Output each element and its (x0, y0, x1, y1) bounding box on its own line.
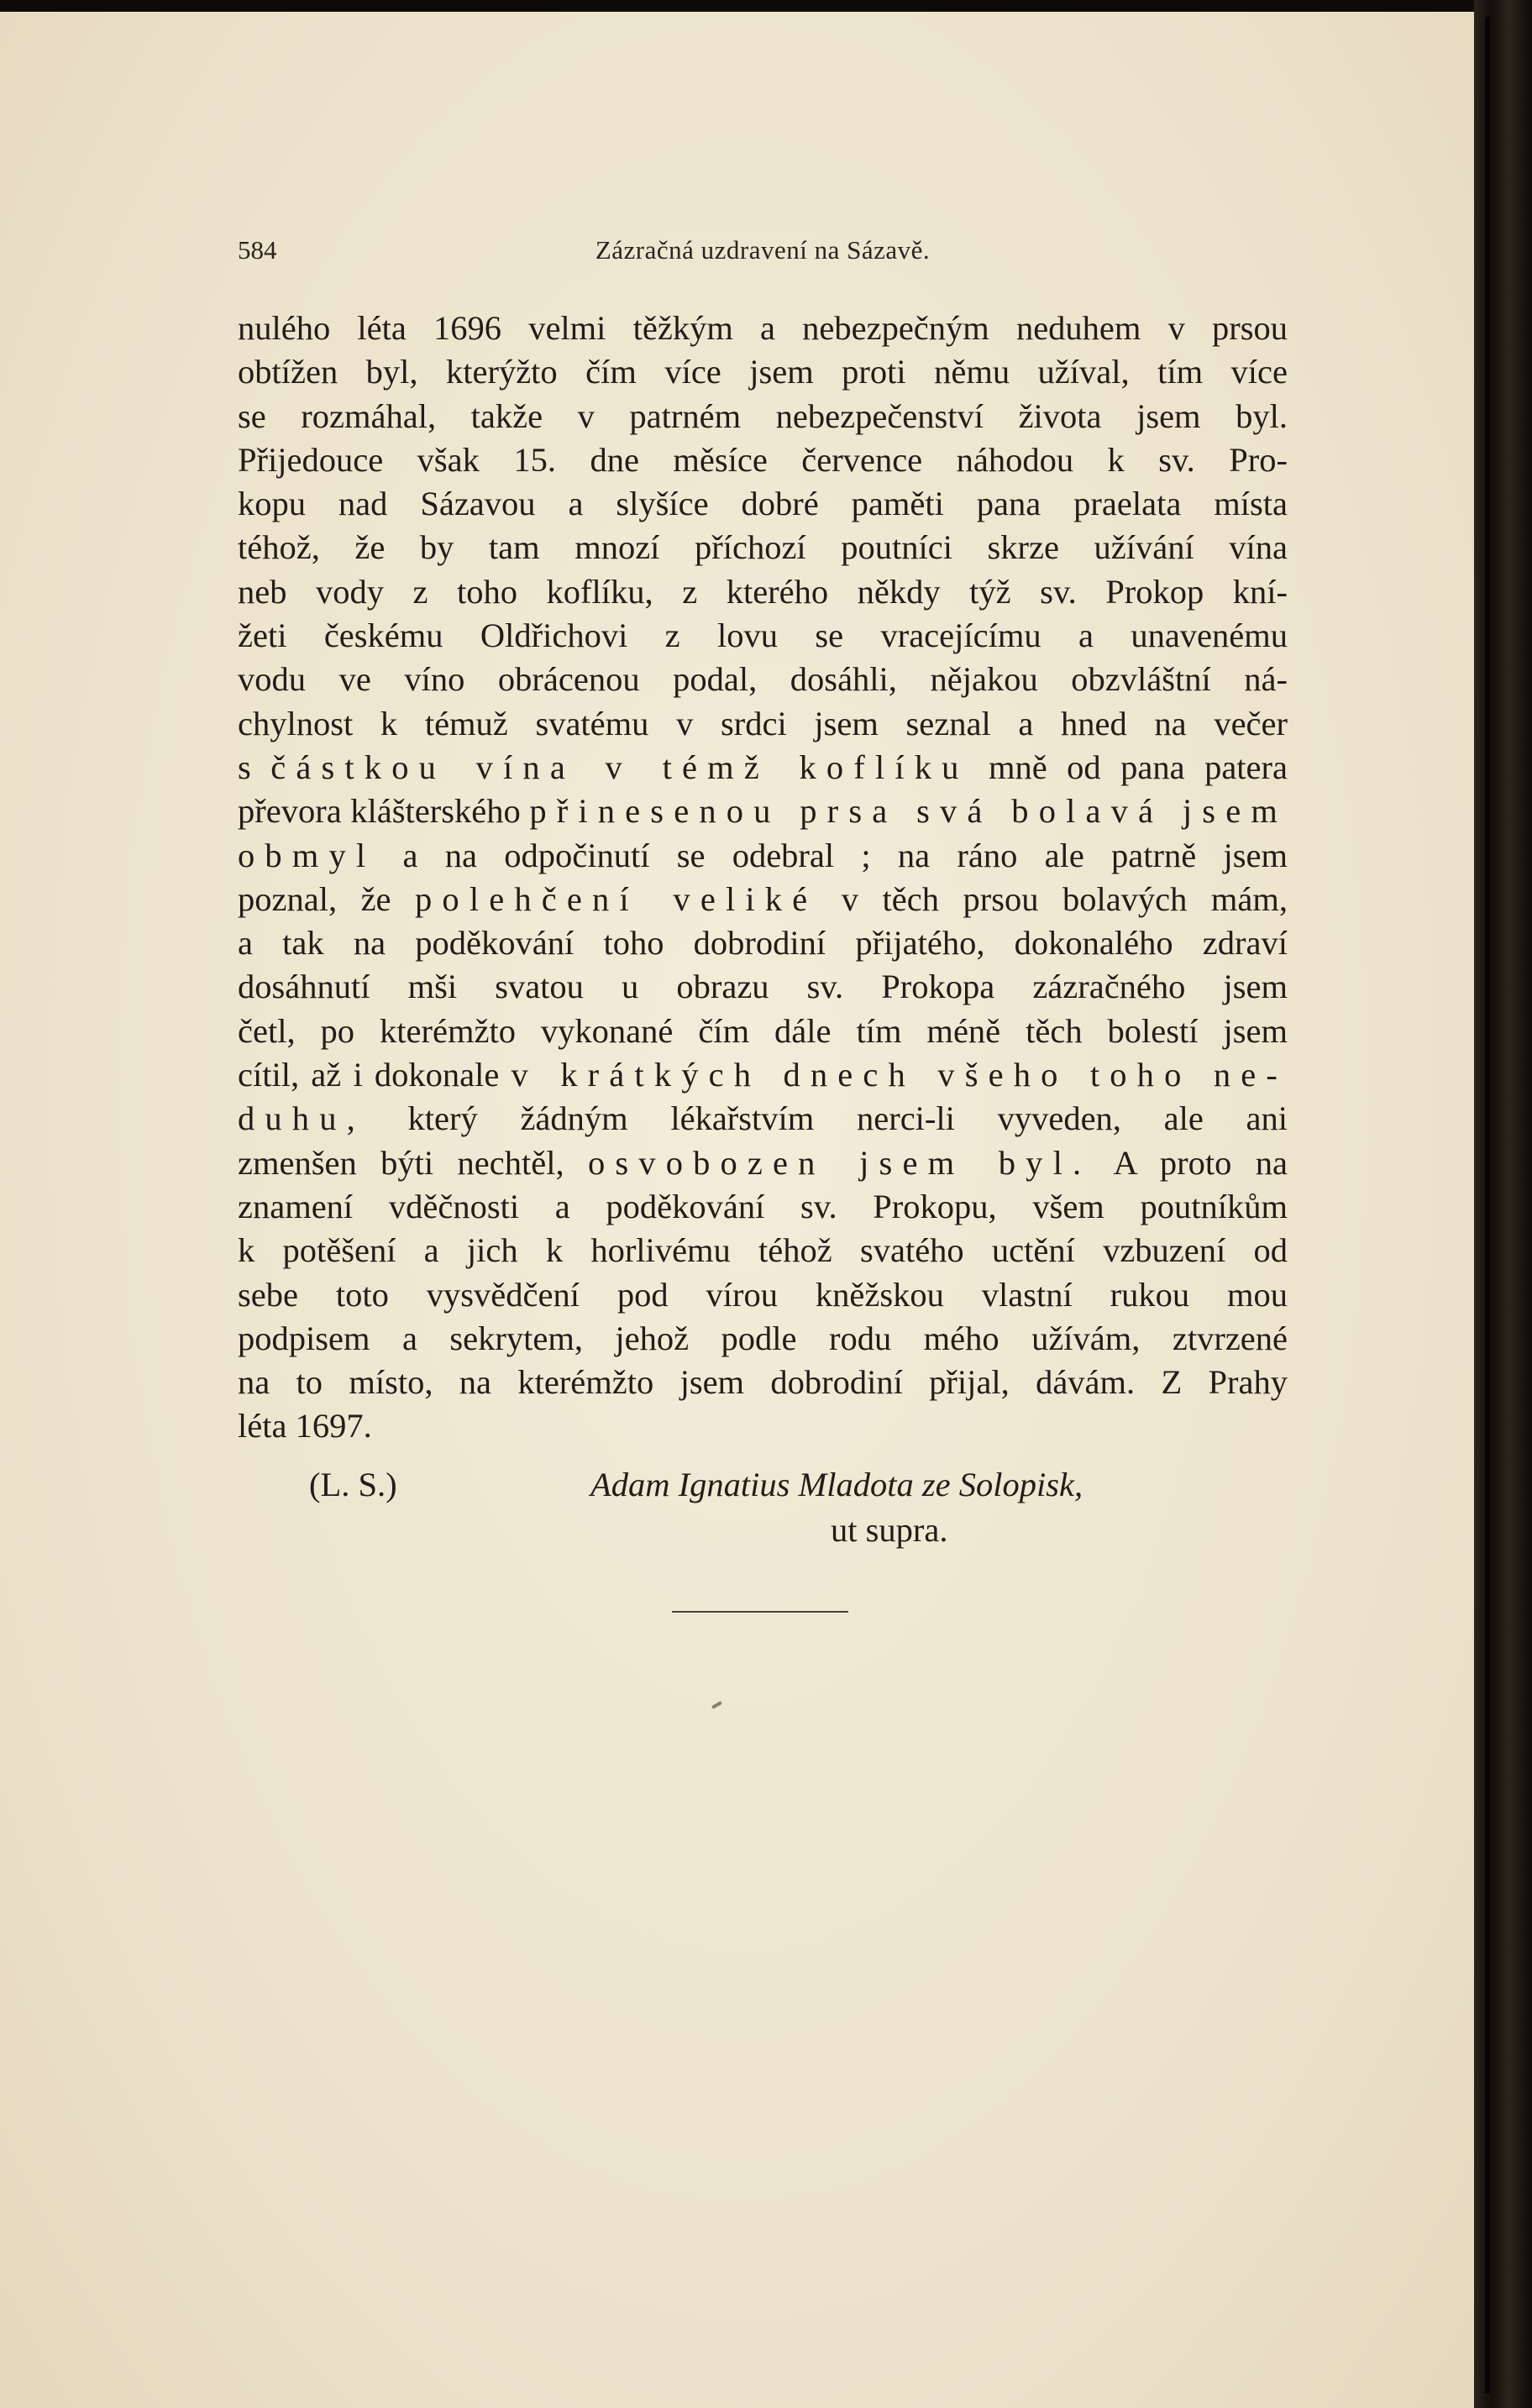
emphasized-text: přinesenou prsa svá bolavá jsem (529, 792, 1288, 831)
text-run: převora klášterského (238, 792, 530, 831)
text-line: chylnost k témuž svatému v srdci jsem seznal a hned na večer (238, 704, 1288, 742)
text-line: žeti českému Oldřichovi z lovu se vracejícímu a unavenému (238, 616, 1288, 655)
body-text (238, 307, 1288, 1449)
text-run: poznal, že (238, 879, 416, 918)
text-line: Přijedouce však 15. dne měsíce července náhodou k sv. Pro- (238, 440, 1288, 479)
text-run: který žádným lékařstvím nerci-li vyveden, ale ani (365, 1099, 1288, 1138)
text-run: s (238, 748, 271, 786)
emphasized-text: obmyl (238, 836, 376, 874)
text-line: nulého léta 1696 velmi těžkým a nebezpečným neduhem v prsou (238, 309, 1288, 347)
section-rule (672, 1611, 848, 1613)
signer-name: Adam Ignatius Mladota ze Solopisk, (590, 1466, 1083, 1503)
text-line (238, 1141, 1288, 1185)
emphasized-text: osvobozen jsem byl. (588, 1143, 1092, 1182)
text-line: obtížen byl, kterýžto čím více jsem proti němu užíval, tím více (238, 353, 1288, 391)
signature-block (238, 1463, 1288, 1564)
text-line: četl, po kterémžto vykonané čím dále tím méně těch bolestí jsem (238, 1011, 1288, 1050)
running-head: Zázračná uzdravení na Sázavě. (595, 235, 931, 265)
text-run: zmenšen býti nechtěl, (238, 1143, 588, 1182)
binding-shadow (1485, 17, 1490, 2394)
text-line: téhož, že by tam mnozí příchozí poutníci skrze užívání vína (238, 528, 1288, 567)
text-line (238, 834, 1288, 878)
emphasized-text: částkou vína v témž koflíku (270, 748, 969, 786)
text-line (238, 790, 1288, 833)
page-header (238, 235, 1288, 269)
emphasized-text: duhu, (238, 1099, 365, 1138)
text-line: sebe toto vysvědčení pod vírou kněžskou vlastní rukou mou (238, 1275, 1288, 1314)
page-number: 584 (238, 235, 277, 265)
text-line: neb vody z toho koflíku, z kterého někdy týž sv. Prokop kní- (238, 572, 1288, 611)
text-run: mně od pana patera (968, 748, 1288, 786)
emphasized-text: v krátkých dnech všeho toho ne- (511, 1056, 1288, 1094)
emphasized-text: polehčení veliké (415, 879, 818, 918)
text-line (238, 878, 1288, 921)
text-line: na to místo, na kterémžto jsem dobrodiní přijal, dávám. Z Prahy (238, 1363, 1288, 1402)
text-line: k potěšení a jich k horlivému téhož svatého uctění vzbuzení od (238, 1231, 1288, 1270)
text-line: se rozmáhal, takže v patrném nebezpečenství života jsem byl. (238, 396, 1288, 435)
text-line (238, 1053, 1288, 1097)
text-line: vodu ve víno obrácenou podal, dosáhli, nějakou obzvláštní ná- (238, 660, 1288, 699)
text-run: A proto na (1091, 1143, 1288, 1182)
text-line (238, 1097, 1288, 1141)
text-run: a na odpočinutí se odebral ; na ráno ale patrně jsem (375, 836, 1288, 874)
book-binding-edge (1474, 0, 1532, 2408)
text-line: léta 1697. (238, 1407, 372, 1445)
text-line: podpisem a sekrytem, jehož podle rodu mého užívám, ztvrzené (238, 1319, 1288, 1357)
text-line: dosáhnutí mši svatou u obrazu sv. Prokopa zázračného jsem (238, 968, 1288, 1006)
ut-supra: ut supra. (831, 1511, 948, 1549)
text-run: v těch prsou bolavých mám, (817, 879, 1288, 918)
text-line: a tak na poděkování toho dobrodiní přijatého, dokonalého zdraví (238, 924, 1288, 963)
text-line: kopu nad Sázavou a slyšíce dobré paměti pana praelata místa (238, 485, 1288, 523)
text-run: cítil, až i dokonale (238, 1056, 512, 1094)
text-line (238, 746, 1288, 790)
text-line: znamení vděčnosti a poděkování sv. Prokopu, všem poutníkům (238, 1187, 1288, 1225)
seal-mark: (L. S.) (309, 1466, 397, 1503)
